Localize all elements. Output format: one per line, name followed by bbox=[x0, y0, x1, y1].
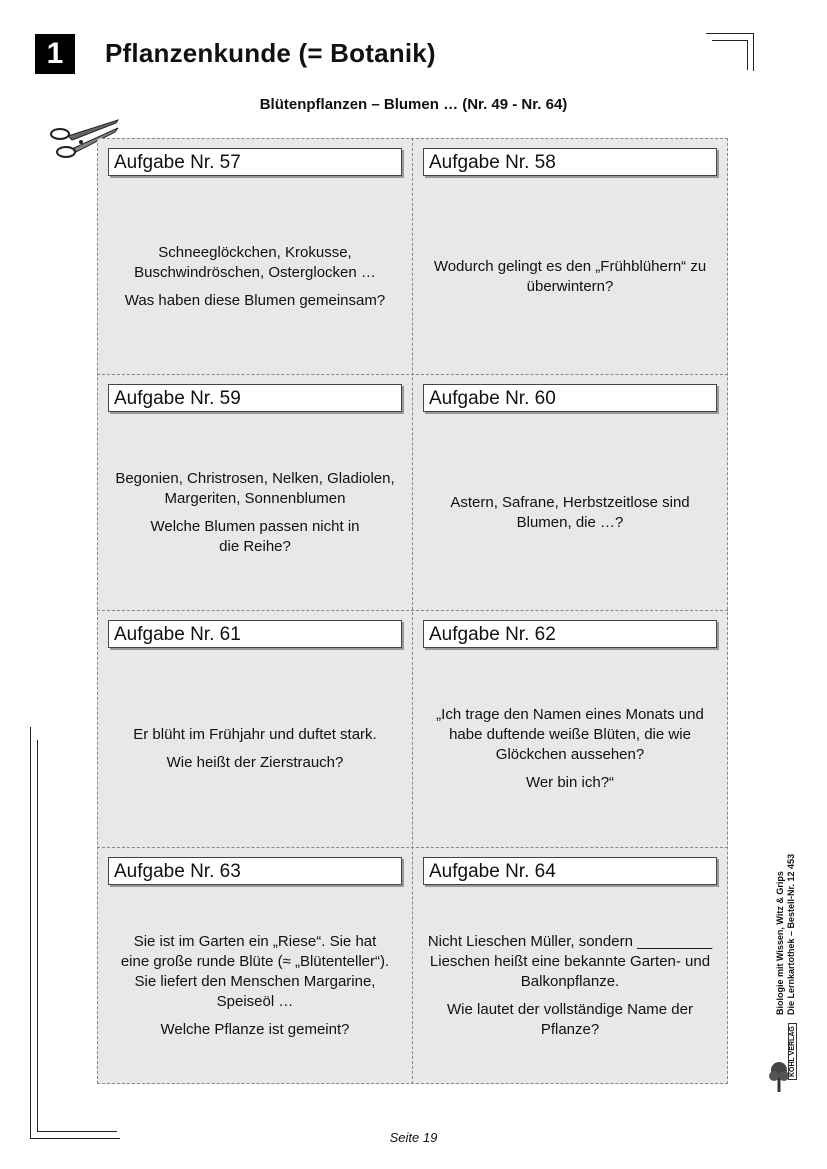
task-card bbox=[413, 611, 727, 847]
task-card-line: Nicht Lieschen Müller, sondern _________ Lieschen heißt eine bekannte Garten- und Balkonpflanze. bbox=[427, 933, 713, 990]
chapter-number: 1 bbox=[35, 34, 75, 74]
task-card-line: Sie ist im Garten ein „Riese“. Sie hat eine große runde Blüte (≈ „Blütenteller“). Sie liefert den Menschen Margarine, Speiseöl … bbox=[120, 933, 390, 1010]
order-info: Die Lernkartothek – Bestell-Nr. 12 453 bbox=[786, 853, 796, 1015]
frame-line bbox=[753, 33, 754, 71]
task-card-text bbox=[104, 415, 406, 611]
task-card bbox=[98, 611, 412, 847]
task-card-title: Aufgabe Nr. 60 bbox=[423, 384, 717, 412]
frame-line bbox=[706, 33, 754, 34]
task-card-title: Aufgabe Nr. 61 bbox=[108, 620, 402, 648]
tree-logo-icon bbox=[768, 1060, 790, 1094]
task-card-text bbox=[419, 888, 721, 1084]
task-card-title: Aufgabe Nr. 63 bbox=[108, 857, 402, 885]
task-card bbox=[98, 139, 412, 375]
task-card-line: Schneeglöckchen, Krokusse, Buschwindröschen, Osterglocken … bbox=[134, 244, 376, 281]
task-card-line: Was haben diese Blumen gemeinsam? bbox=[124, 292, 386, 309]
task-card bbox=[413, 375, 727, 611]
frame-line bbox=[37, 740, 38, 1132]
task-card-text bbox=[104, 888, 406, 1084]
series-title: Biologie mit Wissen, Witz & Grips bbox=[775, 871, 785, 1015]
task-card bbox=[98, 848, 412, 1084]
page-title: Pflanzenkunde (= Botanik) bbox=[105, 38, 436, 68]
task-card bbox=[413, 139, 727, 375]
task-card-line: Wer bin ich?“ bbox=[525, 774, 615, 791]
task-card-line: Astern, Safrane, Herbstzeitlose sind Blumen, die …? bbox=[450, 494, 690, 531]
task-card-text bbox=[104, 651, 406, 847]
task-card bbox=[413, 848, 727, 1084]
task-card-title: Aufgabe Nr. 57 bbox=[108, 148, 402, 176]
frame-line bbox=[747, 40, 748, 70]
task-card bbox=[98, 375, 412, 611]
frame-line bbox=[30, 727, 31, 1139]
task-card-line: Er blüht im Frühjahr und duftet stark. bbox=[133, 726, 377, 743]
task-card-title: Aufgabe Nr. 62 bbox=[423, 620, 717, 648]
publisher-info bbox=[775, 854, 797, 1015]
task-card-title: Aufgabe Nr. 59 bbox=[108, 384, 402, 412]
task-card-line: „Ich trage den Namen eines Monats und habe duftende weiße Blüten, die wie Glöckchen aussehen? bbox=[436, 706, 704, 763]
task-card-text bbox=[419, 651, 721, 847]
task-card-title: Aufgabe Nr. 58 bbox=[423, 148, 717, 176]
task-card-line: Wie heißt der Zierstrauch? bbox=[166, 754, 344, 771]
page-subtitle: Blütenpflanzen – Blumen … (Nr. 49 - Nr. 64) bbox=[259, 96, 568, 113]
task-card-line: Welche Blumen passen nicht in die Reihe? bbox=[150, 518, 360, 555]
task-card-line: Wodurch gelingt es den „Frühblühern“ zu überwintern? bbox=[433, 258, 707, 295]
task-card-text bbox=[419, 179, 721, 375]
task-card-text bbox=[104, 179, 406, 375]
task-card-line: Welche Pflanze ist gemeint? bbox=[160, 1021, 350, 1038]
task-card-line: Begonien, Christrosen, Nelken, Gladiolen, Margeriten, Sonnenblumen bbox=[115, 470, 395, 507]
frame-line bbox=[712, 40, 748, 41]
task-card-title: Aufgabe Nr. 64 bbox=[423, 857, 717, 885]
task-card-text bbox=[419, 415, 721, 611]
task-card-line: Wie lautet der vollständige Name der Pflanze? bbox=[447, 1001, 693, 1038]
page-number: Seite 19 bbox=[389, 1130, 438, 1145]
publisher-logo: KOHL VERLAG bbox=[788, 1023, 797, 1080]
